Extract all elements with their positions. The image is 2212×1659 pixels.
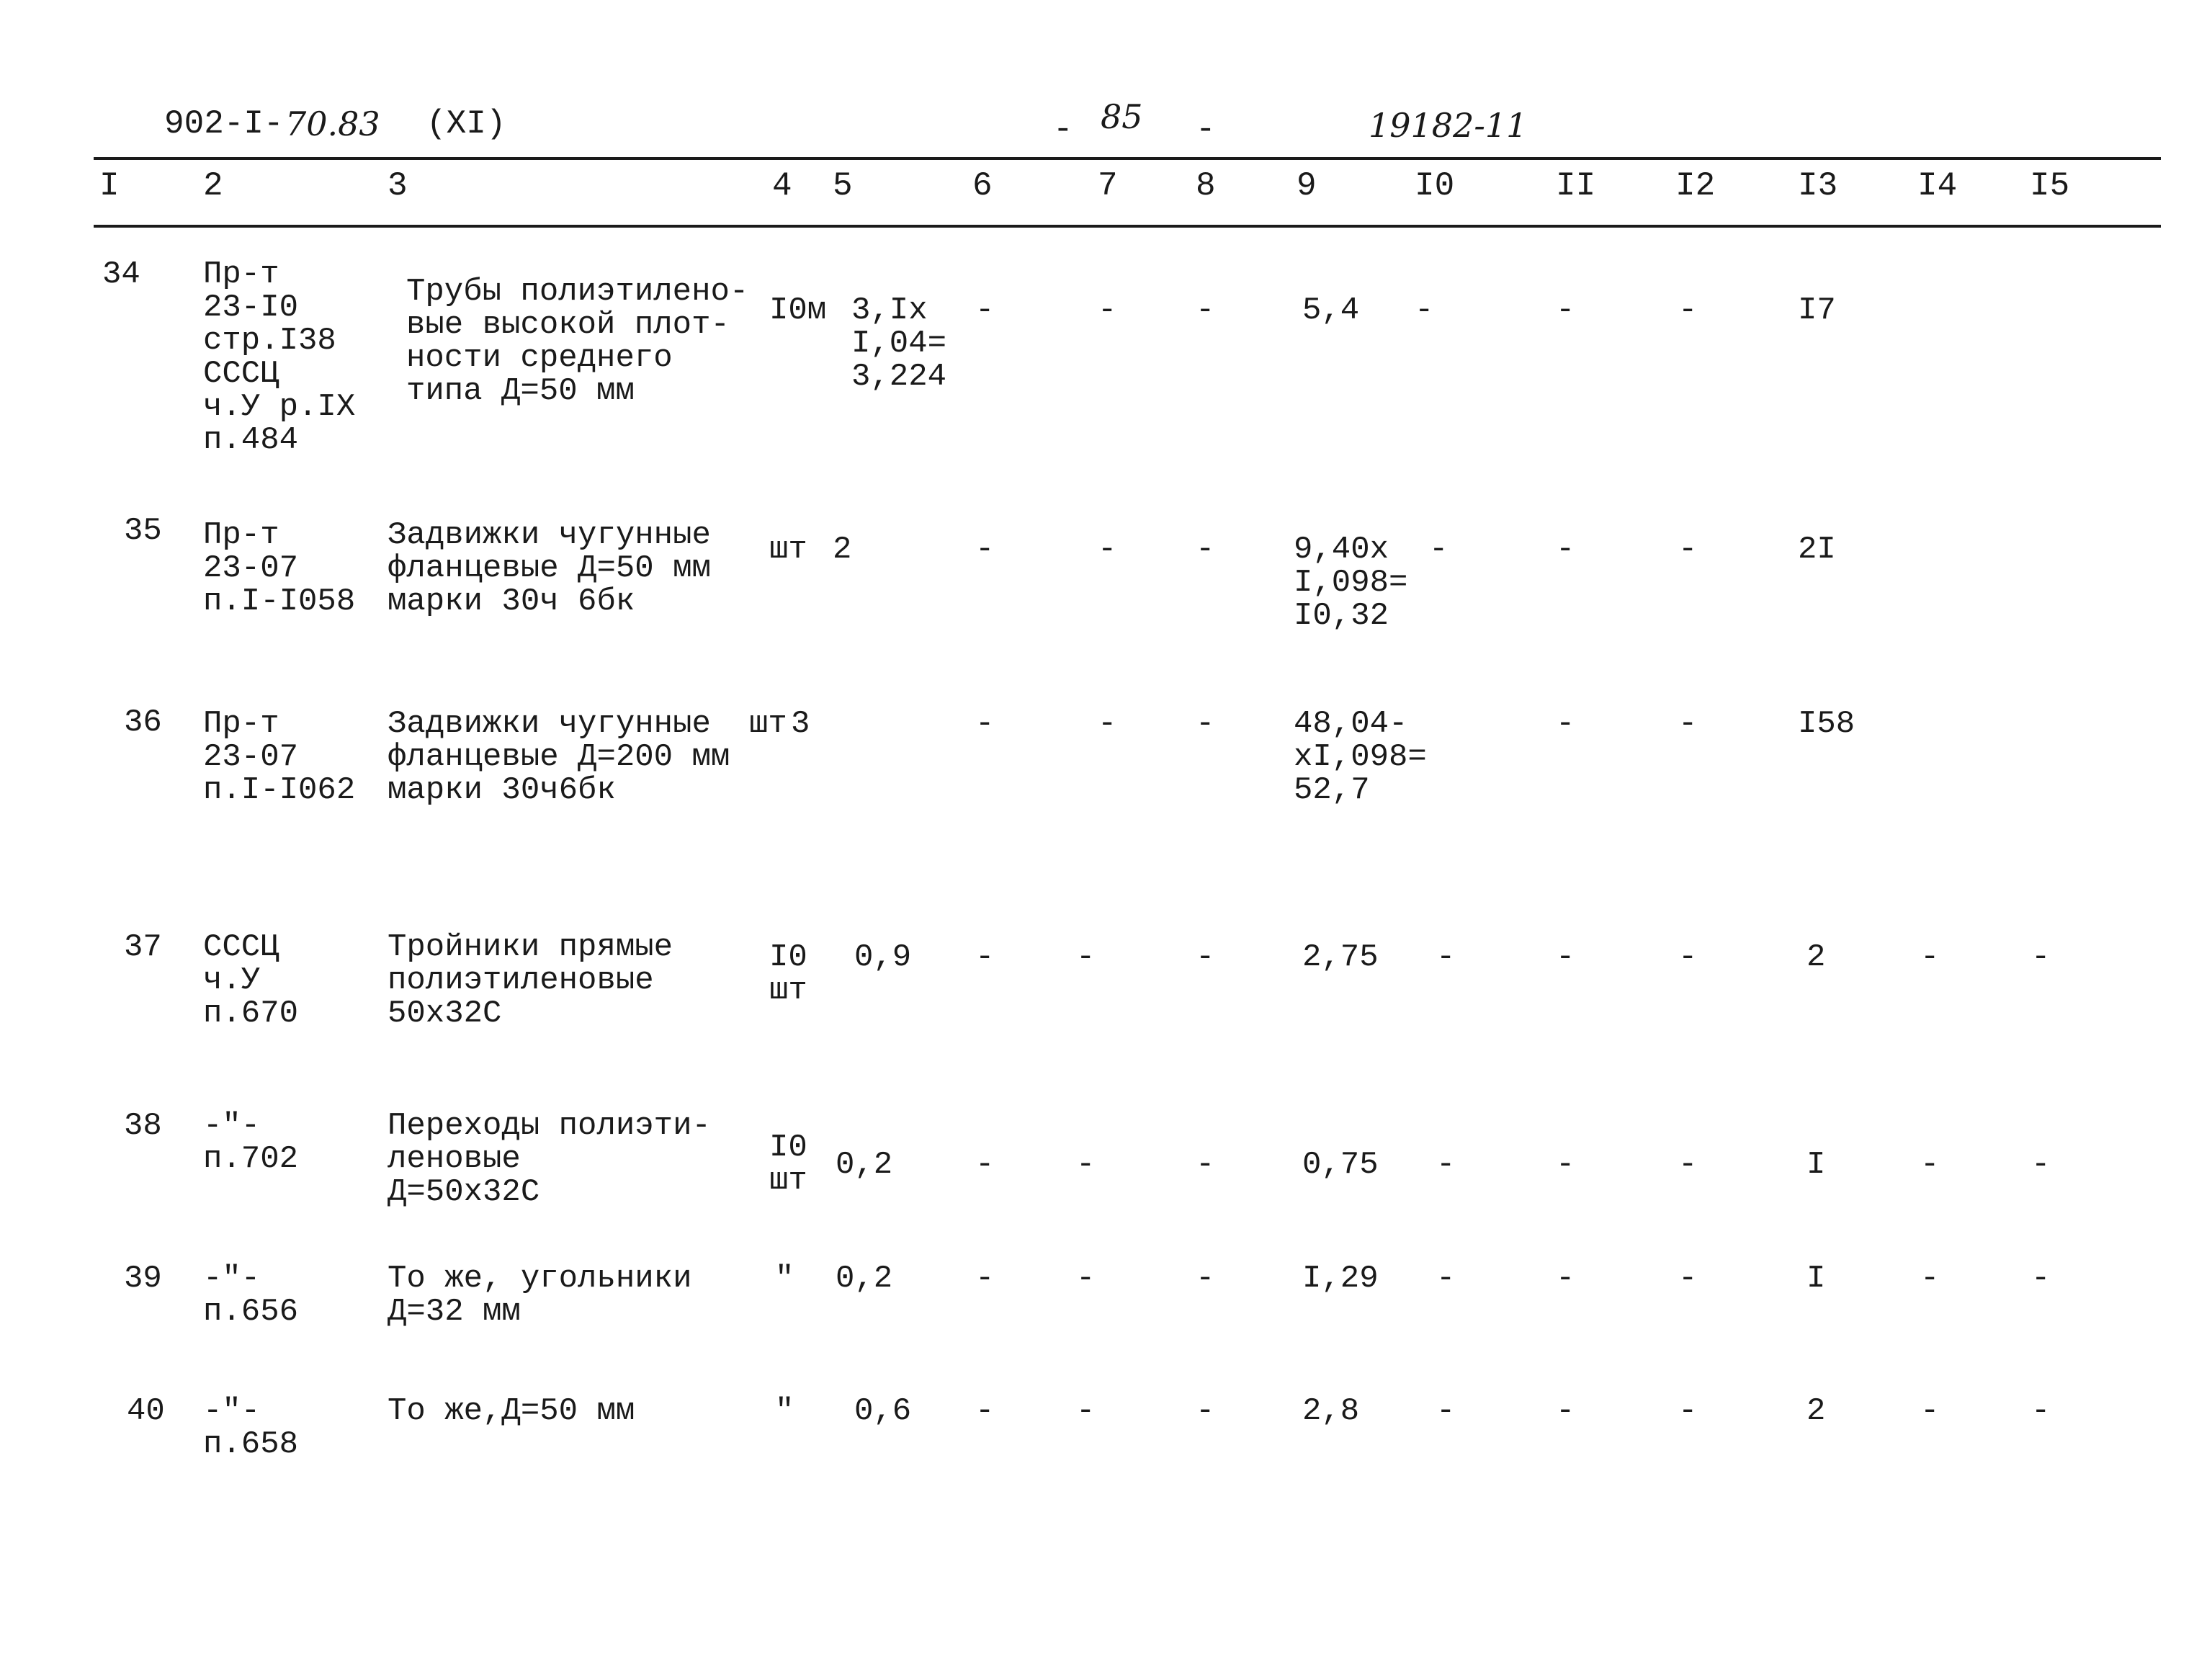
column-number: I2 — [1675, 167, 1716, 205]
row-col-6: - — [975, 706, 995, 742]
column-number: I0 — [1415, 167, 1455, 205]
doc-code-handwritten: 70.83 — [285, 104, 380, 143]
row-quantity: 0,6 — [854, 1393, 912, 1429]
row-col-9: I,29 — [1302, 1261, 1379, 1297]
row-col-7: - — [1076, 1147, 1096, 1183]
row-quantity: 0,2 — [836, 1261, 893, 1297]
row-col-11: - — [1556, 532, 1575, 568]
page-number: 85 — [1101, 97, 1143, 136]
row-col-13: I — [1806, 1147, 1826, 1183]
row-col-10: - — [1415, 292, 1434, 328]
row-unit: I0м — [769, 292, 827, 328]
row-col-6: - — [975, 1393, 995, 1429]
row-col-9: 48,04- хI,098= 52,7 — [1294, 706, 1427, 808]
column-number: I4 — [1917, 167, 1958, 205]
column-number: I5 — [2030, 167, 2070, 205]
row-description: Задвижки чугунные фланцевые Д=200 мм марки 30ч6бк — [388, 706, 730, 808]
row-unit: " — [775, 1393, 794, 1429]
column-number: II — [1556, 167, 1596, 205]
row-reference: -"- п.658 — [203, 1393, 299, 1462]
column-number: 6 — [972, 167, 993, 205]
page-dash-right: - — [1196, 111, 1216, 148]
row-col-11: - — [1556, 292, 1575, 328]
row-unit: I0 шт — [769, 1130, 807, 1199]
row-col-15: - — [2031, 939, 2051, 975]
row-col-11: - — [1556, 1393, 1575, 1429]
row-col-14: - — [1920, 1261, 1940, 1297]
row-reference: Пр-т 23-07 п.I-I058 — [203, 517, 356, 620]
doc-code-printed: 902-I- — [164, 105, 284, 143]
row-col-14: - — [1920, 1393, 1940, 1429]
row-col-9: 2,75 — [1302, 939, 1379, 975]
row-col-6: - — [975, 292, 995, 328]
column-number: 9 — [1297, 167, 1317, 205]
row-number: 39 — [124, 1261, 162, 1297]
row-col-12: - — [1678, 1147, 1698, 1183]
row-number: 37 — [124, 929, 162, 965]
row-col-8: - — [1196, 532, 1215, 568]
row-unit: " — [775, 1261, 794, 1297]
row-number: 40 — [127, 1393, 165, 1429]
row-number: 35 — [124, 513, 162, 549]
row-quantity: 0,2 — [836, 1147, 893, 1183]
row-col-11: - — [1556, 1147, 1575, 1183]
row-col-12: - — [1678, 292, 1698, 328]
row-unit: шт — [749, 706, 787, 742]
row-quantity: 3,Iх I,04= 3,224 — [851, 292, 947, 395]
row-number: 38 — [124, 1108, 162, 1144]
row-reference: СССЦ ч.У п.670 — [203, 929, 299, 1032]
row-description: То же,Д=50 мм — [388, 1393, 635, 1429]
row-col-8: - — [1196, 292, 1215, 328]
row-reference: -"- п.656 — [203, 1261, 299, 1330]
sheet-code: 19182-11 — [1369, 106, 1528, 145]
row-col-14: - — [1920, 1147, 1940, 1183]
row-col-12: - — [1678, 532, 1698, 568]
column-number: 4 — [772, 167, 792, 205]
row-col-7: - — [1098, 706, 1117, 742]
row-quantity: 2 — [833, 532, 852, 568]
row-col-12: - — [1678, 1393, 1698, 1429]
row-col-6: - — [975, 1147, 995, 1183]
page-dash-left: - — [1053, 111, 1073, 148]
row-description: Трубы полиэтилено- вые высокой плот- ности среднего типа Д=50 мм — [406, 274, 749, 409]
row-col-10: - — [1436, 1261, 1456, 1297]
row-col-15: - — [2031, 1261, 2051, 1297]
row-col-10: - — [1429, 532, 1448, 568]
row-col-6: - — [975, 532, 995, 568]
row-col-11: - — [1556, 1261, 1575, 1297]
row-col-7: - — [1076, 1393, 1096, 1429]
row-unit: шт — [769, 532, 807, 568]
row-reference: Пр-т 23-07 п.I-I062 — [203, 706, 356, 808]
row-col-12: - — [1678, 706, 1698, 742]
row-number: 34 — [102, 256, 140, 292]
row-col-8: - — [1196, 939, 1215, 975]
row-quantity: 3 — [791, 706, 810, 742]
row-col-12: - — [1678, 939, 1698, 975]
row-reference: -"- п.702 — [203, 1108, 299, 1177]
row-col-15: - — [2031, 1147, 2051, 1183]
row-col-10: - — [1436, 1147, 1456, 1183]
row-col-13: I7 — [1798, 292, 1836, 328]
row-col-7: - — [1098, 292, 1117, 328]
row-col-7: - — [1076, 939, 1096, 975]
column-number: 7 — [1098, 167, 1118, 205]
row-unit: I0 шт — [769, 939, 807, 1009]
row-col-13: 2I — [1798, 532, 1836, 568]
doc-section: (XI) — [426, 105, 506, 143]
column-number: 3 — [388, 167, 408, 205]
column-number: I — [99, 167, 120, 205]
row-col-8: - — [1196, 1393, 1215, 1429]
row-quantity: 0,9 — [854, 939, 912, 975]
row-col-12: - — [1678, 1261, 1698, 1297]
row-col-7: - — [1076, 1261, 1096, 1297]
row-number: 36 — [124, 705, 162, 741]
row-col-9: 0,75 — [1302, 1147, 1379, 1183]
row-col-13: I58 — [1798, 706, 1855, 742]
row-col-7: - — [1098, 532, 1117, 568]
row-col-9: 9,40х I,098= I0,32 — [1294, 532, 1408, 634]
row-col-9: 2,8 — [1302, 1393, 1360, 1429]
row-reference: Пр-т 23-I0 стр.I38 СССЦ ч.У р.IX п.484 — [203, 256, 356, 458]
row-col-11: - — [1556, 706, 1575, 742]
row-description: Переходы полиэти- леновые Д=50х32С — [388, 1108, 711, 1210]
row-description: Задвижки чугунные фланцевые Д=50 мм марки 30ч 6бк — [388, 517, 711, 620]
column-number: 5 — [833, 167, 853, 205]
row-col-10: - — [1436, 939, 1456, 975]
row-col-14: - — [1920, 939, 1940, 975]
column-number: 8 — [1196, 167, 1216, 205]
row-col-13: I — [1806, 1261, 1826, 1297]
row-col-8: - — [1196, 1261, 1215, 1297]
row-col-8: - — [1196, 1147, 1215, 1183]
row-col-13: 2 — [1806, 1393, 1826, 1429]
row-description: То же, угольники Д=32 мм — [388, 1261, 692, 1330]
row-col-10: - — [1436, 1393, 1456, 1429]
column-number: 2 — [203, 167, 223, 205]
column-number: I3 — [1798, 167, 1838, 205]
row-col-11: - — [1556, 939, 1575, 975]
header-rule — [94, 225, 2161, 228]
top-rule — [94, 157, 2161, 160]
row-col-15: - — [2031, 1393, 2051, 1429]
row-col-13: 2 — [1806, 939, 1826, 975]
row-col-8: - — [1196, 706, 1215, 742]
row-description: Тройники прямые полиэтиленовые 50х32С — [388, 929, 673, 1032]
row-col-9: 5,4 — [1302, 292, 1360, 328]
row-col-6: - — [975, 1261, 995, 1297]
row-col-6: - — [975, 939, 995, 975]
